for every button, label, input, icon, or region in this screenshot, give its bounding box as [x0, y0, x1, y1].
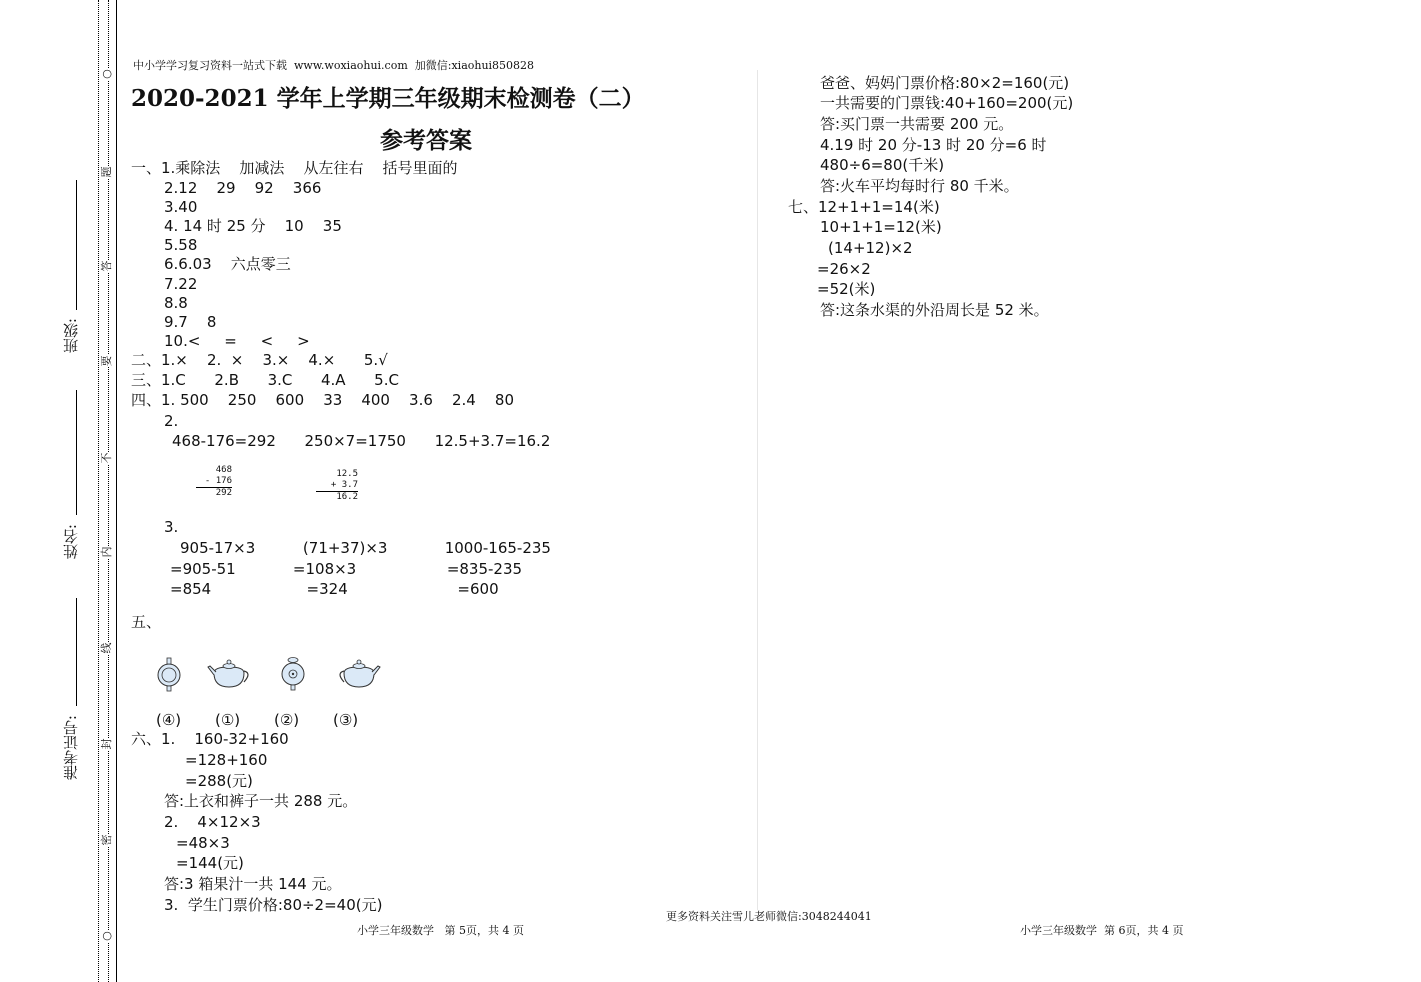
name-label: 姓名: — [62, 524, 80, 560]
teapot-side-view-mirrored-icon — [334, 655, 382, 691]
answer-line: 480÷6=80(千米) — [820, 156, 945, 174]
seal-char: 线 — [100, 642, 113, 654]
calc-row: 16.2 — [336, 492, 358, 502]
answer-line: 二、1.× 2. × 3.× 4.× 5.√ — [131, 351, 388, 369]
calc-row: + 3.7 — [316, 480, 358, 492]
calc-row: 468 — [215, 465, 232, 475]
exam-number-blank-line — [76, 598, 77, 706]
answer-line: 四、1. 500 250 600 33 400 3.6 2.4 80 — [131, 391, 514, 409]
right-page-footer: 小学三年级数学 第 6页，共 4 页 — [1020, 924, 1184, 937]
answer-line: =854 =324 =600 — [170, 580, 499, 598]
answer-line: 一共需要的门票钱:40+160=200(元) — [820, 94, 1074, 112]
name-blank-line — [76, 390, 77, 515]
teapot-top-view-icon — [154, 654, 184, 694]
class-blank-line — [76, 180, 77, 310]
calc-row: 12.5 — [336, 469, 358, 479]
answer-line: 468-176=292 250×7=1750 12.5+3.7=16.2 — [172, 432, 551, 450]
answer-line: 7.22 — [164, 275, 198, 293]
binding-margin — [0, 0, 125, 982]
answer-line: 10.< = < > — [164, 332, 310, 350]
seal-char: 题 — [100, 166, 113, 178]
promo-footer: 更多资料关注雪儿老师微信:3048244041 — [666, 910, 872, 923]
exam-number-label: 准考证号: — [62, 715, 80, 781]
answer-line: 七、12+1+1=14(米) — [788, 198, 940, 216]
answer-line: 5.58 — [164, 236, 198, 254]
calc-row: 292 — [215, 488, 232, 498]
calc-row: - 176 — [196, 476, 232, 488]
seal-char: 不 — [100, 452, 113, 464]
answer-line: 3. 学生门票价格:80÷2=40(元) — [164, 896, 383, 914]
answer-line: 答:3 箱果汁一共 144 元。 — [164, 875, 342, 893]
answer-line: 爸爸、妈妈门票价格:80×2=160(元) — [820, 74, 1070, 92]
answer-line: 8.8 — [164, 294, 188, 312]
answer-line: 六、1. 160-32+160 — [131, 730, 289, 748]
answer-line: 答:买门票一共需要 200 元。 — [820, 115, 1014, 133]
vertical-calc-subtraction — [196, 465, 232, 499]
seal-char: ○ — [100, 69, 113, 79]
answer-line: 三、1.C 2.B 3.C 4.A 5.C — [131, 371, 399, 389]
site-header-line: 中小学学习复习资料一站式下载 www.woxiaohui.com 加微信:xiaohui850828 — [133, 59, 535, 72]
answer-line: 4.19 时 20 分-13 时 20 分=6 时 — [820, 136, 1047, 154]
answer-line: 2.12 29 92 366 — [164, 179, 322, 197]
teapot-answer-label: (②) — [274, 711, 300, 729]
left-page-footer: 小学三年级数学 第 5页，共 4 页 — [357, 924, 524, 937]
dotted-cut-line-outer — [98, 0, 99, 982]
answer-line: =52(米) — [817, 280, 876, 298]
answer-line: =48×3 — [176, 834, 230, 852]
answer-line: 答:火车平均每时行 80 千米。 — [820, 177, 1019, 195]
answer-line: 3. — [164, 518, 179, 536]
answer-line: =905-51 =108×3 =835-235 — [170, 560, 523, 578]
answer-line: =128+160 — [185, 751, 268, 769]
seal-char: 封 — [100, 738, 113, 750]
teapot-answer-label: (④) — [156, 711, 182, 729]
teapot-answer-label: (①) — [215, 711, 241, 729]
teapot-answer-label: (③) — [333, 711, 359, 729]
seal-char: 要 — [100, 355, 113, 367]
answer-line: 2. 4×12×3 — [164, 813, 261, 831]
seal-char: ○ — [100, 931, 113, 941]
answer-line: 答:这条水渠的外沿周长是 52 米。 — [820, 301, 1049, 319]
teapot-front-view-icon — [278, 652, 308, 694]
binding-border-line — [116, 0, 117, 982]
class-label: 班级: — [62, 318, 80, 354]
answer-line: 五、 — [131, 613, 162, 631]
answer-line: 6.6.03 六点零三 — [164, 255, 291, 273]
answer-line: 一、1.乘除法 加减法 从左往右 括号里面的 — [131, 159, 458, 177]
answer-line: (14+12)×2 — [828, 239, 913, 257]
answer-line: =288(元) — [185, 772, 253, 790]
teapot-side-view-icon — [206, 655, 252, 691]
seal-char: 密 — [100, 834, 113, 846]
answer-line: =144(元) — [176, 854, 244, 872]
answer-line: 9.7 8 — [164, 313, 217, 331]
seal-char: 答 — [100, 260, 113, 272]
page-divider — [757, 70, 758, 910]
answer-line: 3.40 — [164, 198, 198, 216]
answer-line: 905-17×3 (71+37)×3 1000-165-235 — [180, 539, 551, 557]
answer-line: 2. — [164, 412, 179, 430]
answer-line: =26×2 — [817, 260, 871, 278]
answer-line: 10+1+1=12(米) — [820, 218, 942, 236]
answer-line: 4. 14 时 25 分 10 35 — [164, 217, 342, 235]
vertical-calc-addition — [316, 469, 358, 503]
document-title: 2020-2021 学年上学期三年级期末检测卷（二） — [131, 85, 645, 112]
seal-char: 内 — [100, 546, 113, 558]
answer-line: 答:上衣和裤子一共 288 元。 — [164, 792, 358, 810]
document-subtitle: 参考答案 — [380, 127, 472, 154]
